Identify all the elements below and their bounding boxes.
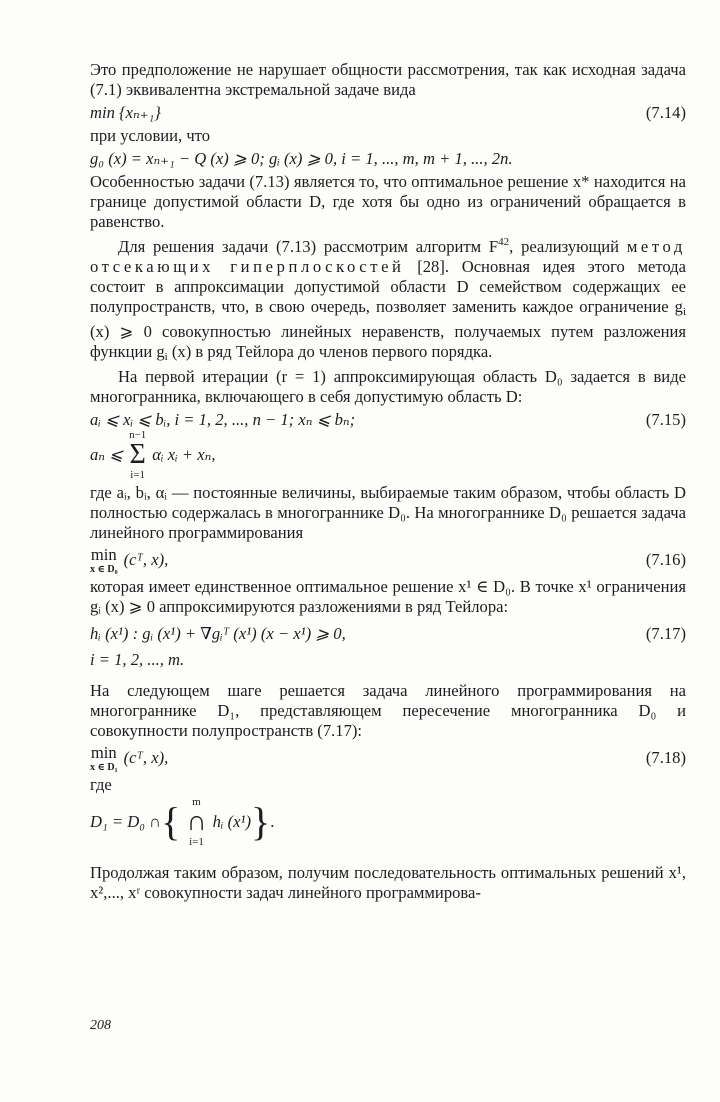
formula-7-15-body: aᵢ ⩽ xᵢ ⩽ bᵢ, i = 1, 2, ..., n − 1; xₙ ⩽ bₙ; xyxy=(90,410,356,429)
min-subscript-7-16: x ∈ D₀ xyxy=(90,564,118,575)
paragraph-6: где aᵢ, bᵢ, αᵢ — постоянные величины, выбираемые таким образом, чтобы область D полностью содержалась в многограннике D₀. На многограннике D₀ решается задача линейного программирования xyxy=(90,483,686,542)
sum-lower-limit: i=1 xyxy=(130,469,146,481)
paragraph-7: которая имеет единственное оптимальное решение x¹ ∈ D₀. В точке x¹ ограничения gᵢ (x) ⩾ 0 аппроксимируются разложениями в ряд Тейлора: xyxy=(90,577,686,616)
paragraph-4-part-e: (x) в ряд Тейлора до членов первого порядка. xyxy=(167,342,493,361)
paragraph-8: На следующем шаге решается задача линейного программирования на многограннике D₁, представляющем пересечение многогранника D₀ и совокупности полупространств (7.17): xyxy=(90,681,686,740)
equation-number-7-18: (7.18) xyxy=(645,748,686,767)
equation-number-7-15: (7.15) xyxy=(645,410,686,429)
sum-symbol: Σ xyxy=(129,439,146,470)
intersection-symbol: ∩ xyxy=(186,806,207,837)
formula-7-17-body: hᵢ (x¹) : gᵢ (x¹) + ∇gᵢᵀ (x¹) (x − x¹) ⩾ 0, xyxy=(90,624,346,643)
sum-upper-limit: n−1 xyxy=(129,429,147,441)
equation-number-7-17: (7.17) xyxy=(645,624,686,643)
page-number: 208 xyxy=(90,1018,111,1033)
paragraph-10: Продолжая таким образом, получим последовательность оптимальных решений x¹, x²,..., xʳ совокупности задач линейного программирова- xyxy=(90,863,686,902)
equation-number-7-14: (7.14) xyxy=(645,103,686,122)
formula-7-18-body: (cᵀ, x), xyxy=(123,748,169,767)
algorithm-superscript: 42 xyxy=(498,236,510,248)
formula-7-17-index-body: i = 1, 2, ..., m. xyxy=(90,650,185,669)
formula-7-17 xyxy=(90,621,686,647)
formula-7-17-index xyxy=(90,647,686,673)
paragraph-4: Для решения задачи (7.13) рассмотрим алгоритм $F^{42}$, реализующий метод отсекающих гиперплоскостей [28]. Основная идея этого метода состоит в аппроксимации допустимой области D семейством содержащих ее полупространств, что, в свою очередь, позволяет заменить каждое ограничение $g_i$ (x) ⩾ 0 совокупностью линейных неравенств, получаемых путем разложения функции $g_i$ (x) в ряд Тейлора до членов первого порядка. xyxy=(90,236,686,363)
formula-D1-left: D₁ = D₀ ∩ xyxy=(90,812,162,831)
formula-7-16-body: (cᵀ, x), xyxy=(123,550,169,569)
paragraph-4-part-a: Для решения задачи (7.13) рассмотрим алгоритм F xyxy=(118,237,499,256)
formula-7-14 xyxy=(90,100,686,126)
text-column xyxy=(90,60,686,903)
formula-conditions-body: g₀ (x) = xₙ₊₁ − Q (x) ⩾ 0; gᵢ (x) ⩾ 0, i = 1, ..., m, m + 1, ..., 2n. xyxy=(90,149,513,168)
formula-7-15 xyxy=(90,407,686,433)
min-operator-7-18 xyxy=(90,743,118,773)
paragraph-4-part-c: [28]. Основная идея этого метода состоит в аппроксимации допустимой области D семейством содержащих ее полупространств, что, в свою очередь, позволяет заменить каждое ограничение g xyxy=(90,257,686,316)
formula-7-16 xyxy=(90,543,686,577)
summation xyxy=(129,429,146,481)
method-name-spaced: метод отсекающих гиперплоскостей xyxy=(90,237,686,276)
formula-7-18 xyxy=(90,741,686,775)
paragraph-2: при условии, что xyxy=(90,126,211,145)
intersection-lower-limit: i=1 xyxy=(189,836,204,848)
min-operator-7-16 xyxy=(90,545,118,575)
intersection-upper-limit: m xyxy=(192,796,201,808)
formula-conditions xyxy=(90,146,686,172)
paragraph-4-part-d: (x) ⩾ 0 совокупностью линейных неравенств, получаемых путем разложения функции g xyxy=(90,322,686,361)
left-brace: { xyxy=(161,799,181,844)
formula-D1: D₁ = D₀ ∩ { m ∩ i=1 hᵢ (x¹) } . xyxy=(90,796,275,848)
right-brace: } xyxy=(251,799,271,844)
formula-D1-right: hᵢ (x¹) xyxy=(212,812,252,831)
paragraph-1: Это предположение не нарушает общности рассмотрения, так как исходная задача (7.1) эквивалентна экстремальной задаче вида xyxy=(90,60,686,99)
formula-sum-right: αᵢ xᵢ + xₙ, xyxy=(152,445,216,464)
formula-sum-left: aₙ ⩽ xyxy=(90,445,124,464)
equation-number-7-16: (7.16) xyxy=(645,550,686,569)
paragraph-5: На первой итерации (r = 1) аппроксимирующая область D₀ задается в виде многогранника, включающего в себя допустимую область D: xyxy=(90,367,686,406)
min-label-7-16: min xyxy=(90,545,117,564)
paragraph-4-part-b: , реализующий xyxy=(509,237,620,256)
min-label-7-18: min xyxy=(90,743,117,762)
formula-7-15-sum xyxy=(90,429,686,481)
min-subscript-7-18: x ∈ D₁ xyxy=(90,762,118,773)
paragraph-3: Особенностью задачи (7.13) является то, что оптимальное решение x* находится на границе допустимой области D, где хотя бы одно из ограничений обращается в равенство. xyxy=(90,172,686,231)
intersection-operator xyxy=(186,796,206,848)
formula-7-14-body: min {xₙ₊₁} xyxy=(90,103,161,122)
paragraph-9: где xyxy=(90,775,112,794)
